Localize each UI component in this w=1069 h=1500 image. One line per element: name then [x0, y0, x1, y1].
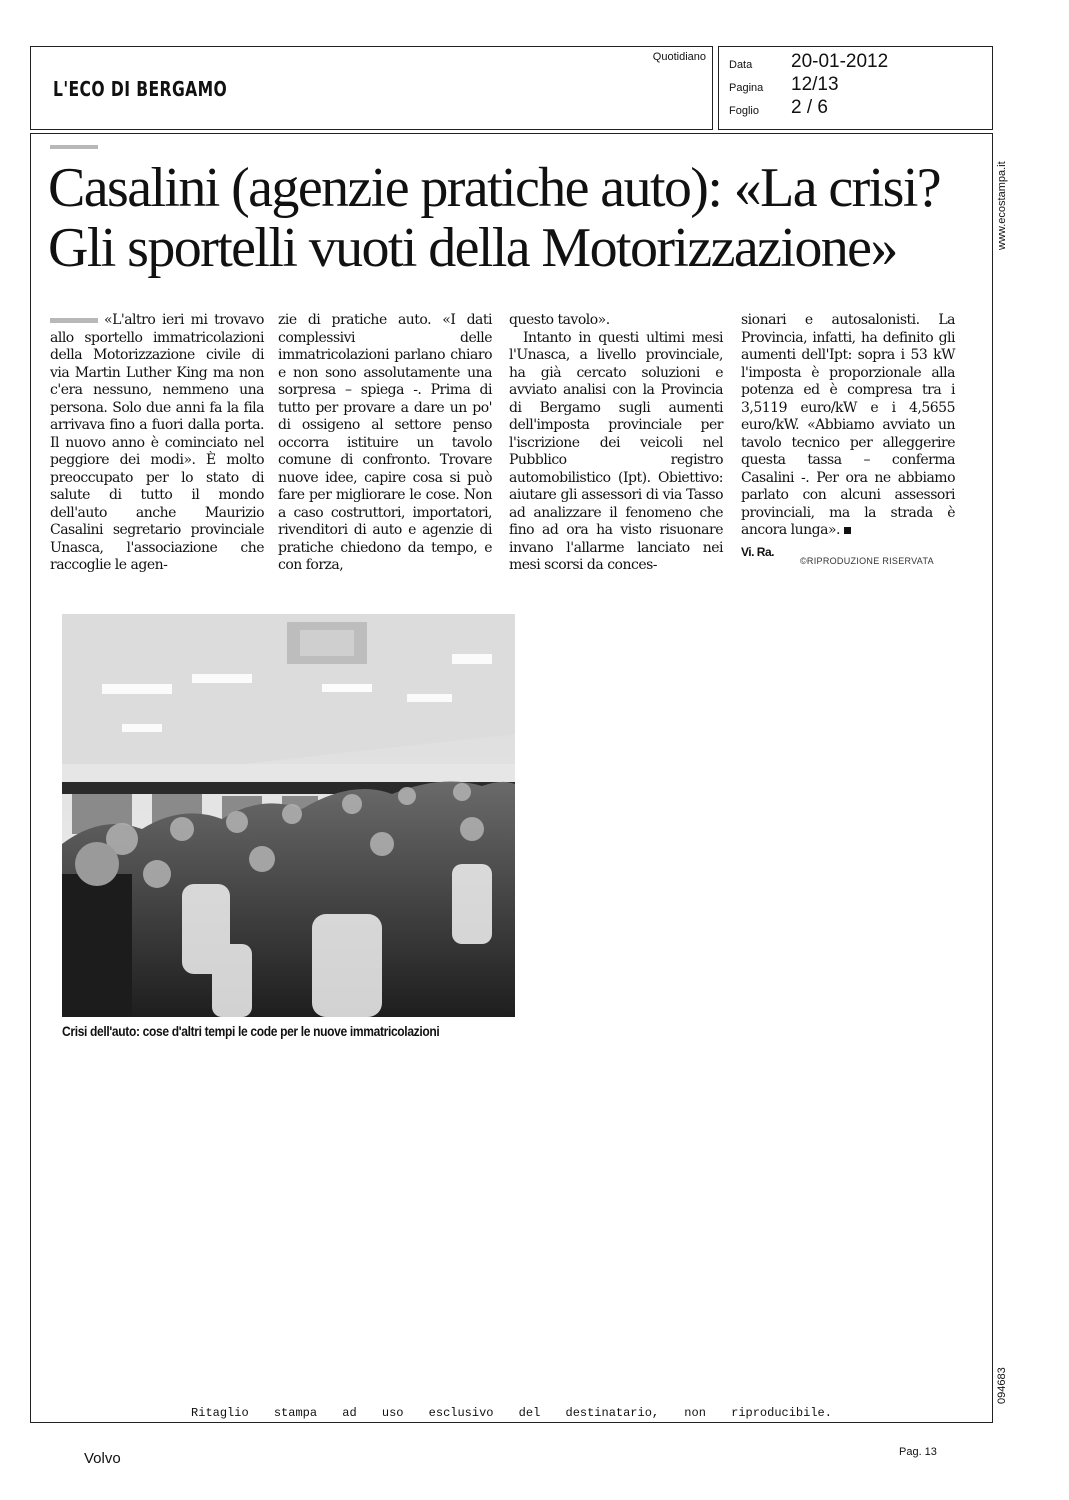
meta-sheet-value: 2 / 6 — [791, 97, 828, 118]
masthead-title: L'ECO DI BERGAMO — [53, 77, 228, 101]
author-signature: Vi. Ra. — [741, 544, 774, 559]
article-column-3 — [509, 312, 723, 575]
meta-page-value: 12/13 — [791, 74, 839, 95]
column-3-text-b: Intanto in questi ultimi mesi l'Unasca, a livello provinciale, ha già cercato soluzioni e avviato analisi con la Provincia di Bergamo sugli aumenti dell'imposta provinciale per l'iscrizione dei veicoli nel Pubblico registro automobilistico (Ipt). Obiettivo: aiutare gli assessori di via Tasso ad analizzare il fenomeno che fino ad ora ha visto risuonare invano l'allarme lanciato nei mesi scorsi da conces- — [509, 329, 723, 573]
masthead-box — [30, 46, 713, 130]
metadata-box — [718, 46, 993, 130]
column-4-text: sionari e autosalonisti. La Provincia, infatti, ha definito gli aumenti dell'Ipt: sopra i 53 kW l'imposta è proporzionale alla potenza ed è compresa tra i 3,5119 euro/kW e i 4,5655 euro/kW. «Abbiamo avviato un tavolo tecnico per alleggerire questa tassa – conferma Casalini -. Per ora ne abbiamo parlato con alcuni assessori provinciali, ma la strada è ancora lunga». — [741, 312, 955, 538]
meta-page-label: Pagina — [729, 82, 764, 94]
side-code: 094683 — [996, 1367, 1008, 1404]
publication-type: Quotidiano — [652, 51, 706, 63]
lead-bar — [50, 318, 98, 323]
article-column-4 — [741, 312, 955, 561]
column-2-text: zie di pratiche auto. «I dati complessivi delle immatricolazioni parlano chiaro e non sono assolutamente una sorpresa – spiega -. Prima di tutto per provare a dare un po' di ossigeno al settore penso occorra istituire un tavolo comune di confronto. Trovare nuove idee, capire cosa si può fare per migliorare le cose. Non a caso costruttori, importatori, rivenditori di auto e agenzie di pratiche chiedono da tempo, e con forza, — [278, 312, 492, 573]
meta-date-label: Data — [729, 59, 753, 71]
crowd-photo-illustration — [62, 614, 515, 1017]
footer-page-number: Pag. 13 — [899, 1446, 937, 1458]
footer-client: Volvo — [84, 1450, 121, 1467]
column-3-text-a: questo tavolo». — [509, 312, 610, 328]
column-1-text: «L'altro ieri mi trovavo allo sportello immatricolazioni della Motorizzazione civile di via Martin Luther King ma non c'era nessuno, nemmeno una persona. Solo due anni fa la fila arrivava fino a fuori dalla porta. Il nuovo anno è cominciato nel peggiore dei modi». È molto preoccupato per lo stato di salute di tutto il mondo dell'auto anche Maurizio Casalini segretario provinciale Unasca, l'associazione che raccoglie le agen- — [50, 312, 264, 573]
reproduction-disclaimer: Ritaglio stampa ad uso esclusivo del destinatario, non riproducibile. — [191, 1406, 832, 1420]
photo-caption: Crisi dell'auto: cose d'altri tempi le code per le nuove immatricolazioni — [62, 1023, 440, 1039]
article-column-1 — [50, 312, 264, 575]
article-photo — [62, 614, 515, 1017]
kicker-bar — [50, 145, 98, 149]
copyright-notice: ©RIPRODUZIONE RISERVATA — [800, 556, 934, 566]
meta-sheet-label: Foglio — [729, 105, 759, 117]
end-mark-icon — [844, 527, 851, 534]
article-headline: Casalini (agenzie pratiche auto): «La crisi? Gli sportelli vuoti della Motorizzazione» — [48, 157, 941, 279]
side-website: www.ecostampa.it — [996, 161, 1008, 250]
article-column-2 — [278, 312, 492, 575]
meta-date-value: 20-01-2012 — [791, 51, 889, 72]
